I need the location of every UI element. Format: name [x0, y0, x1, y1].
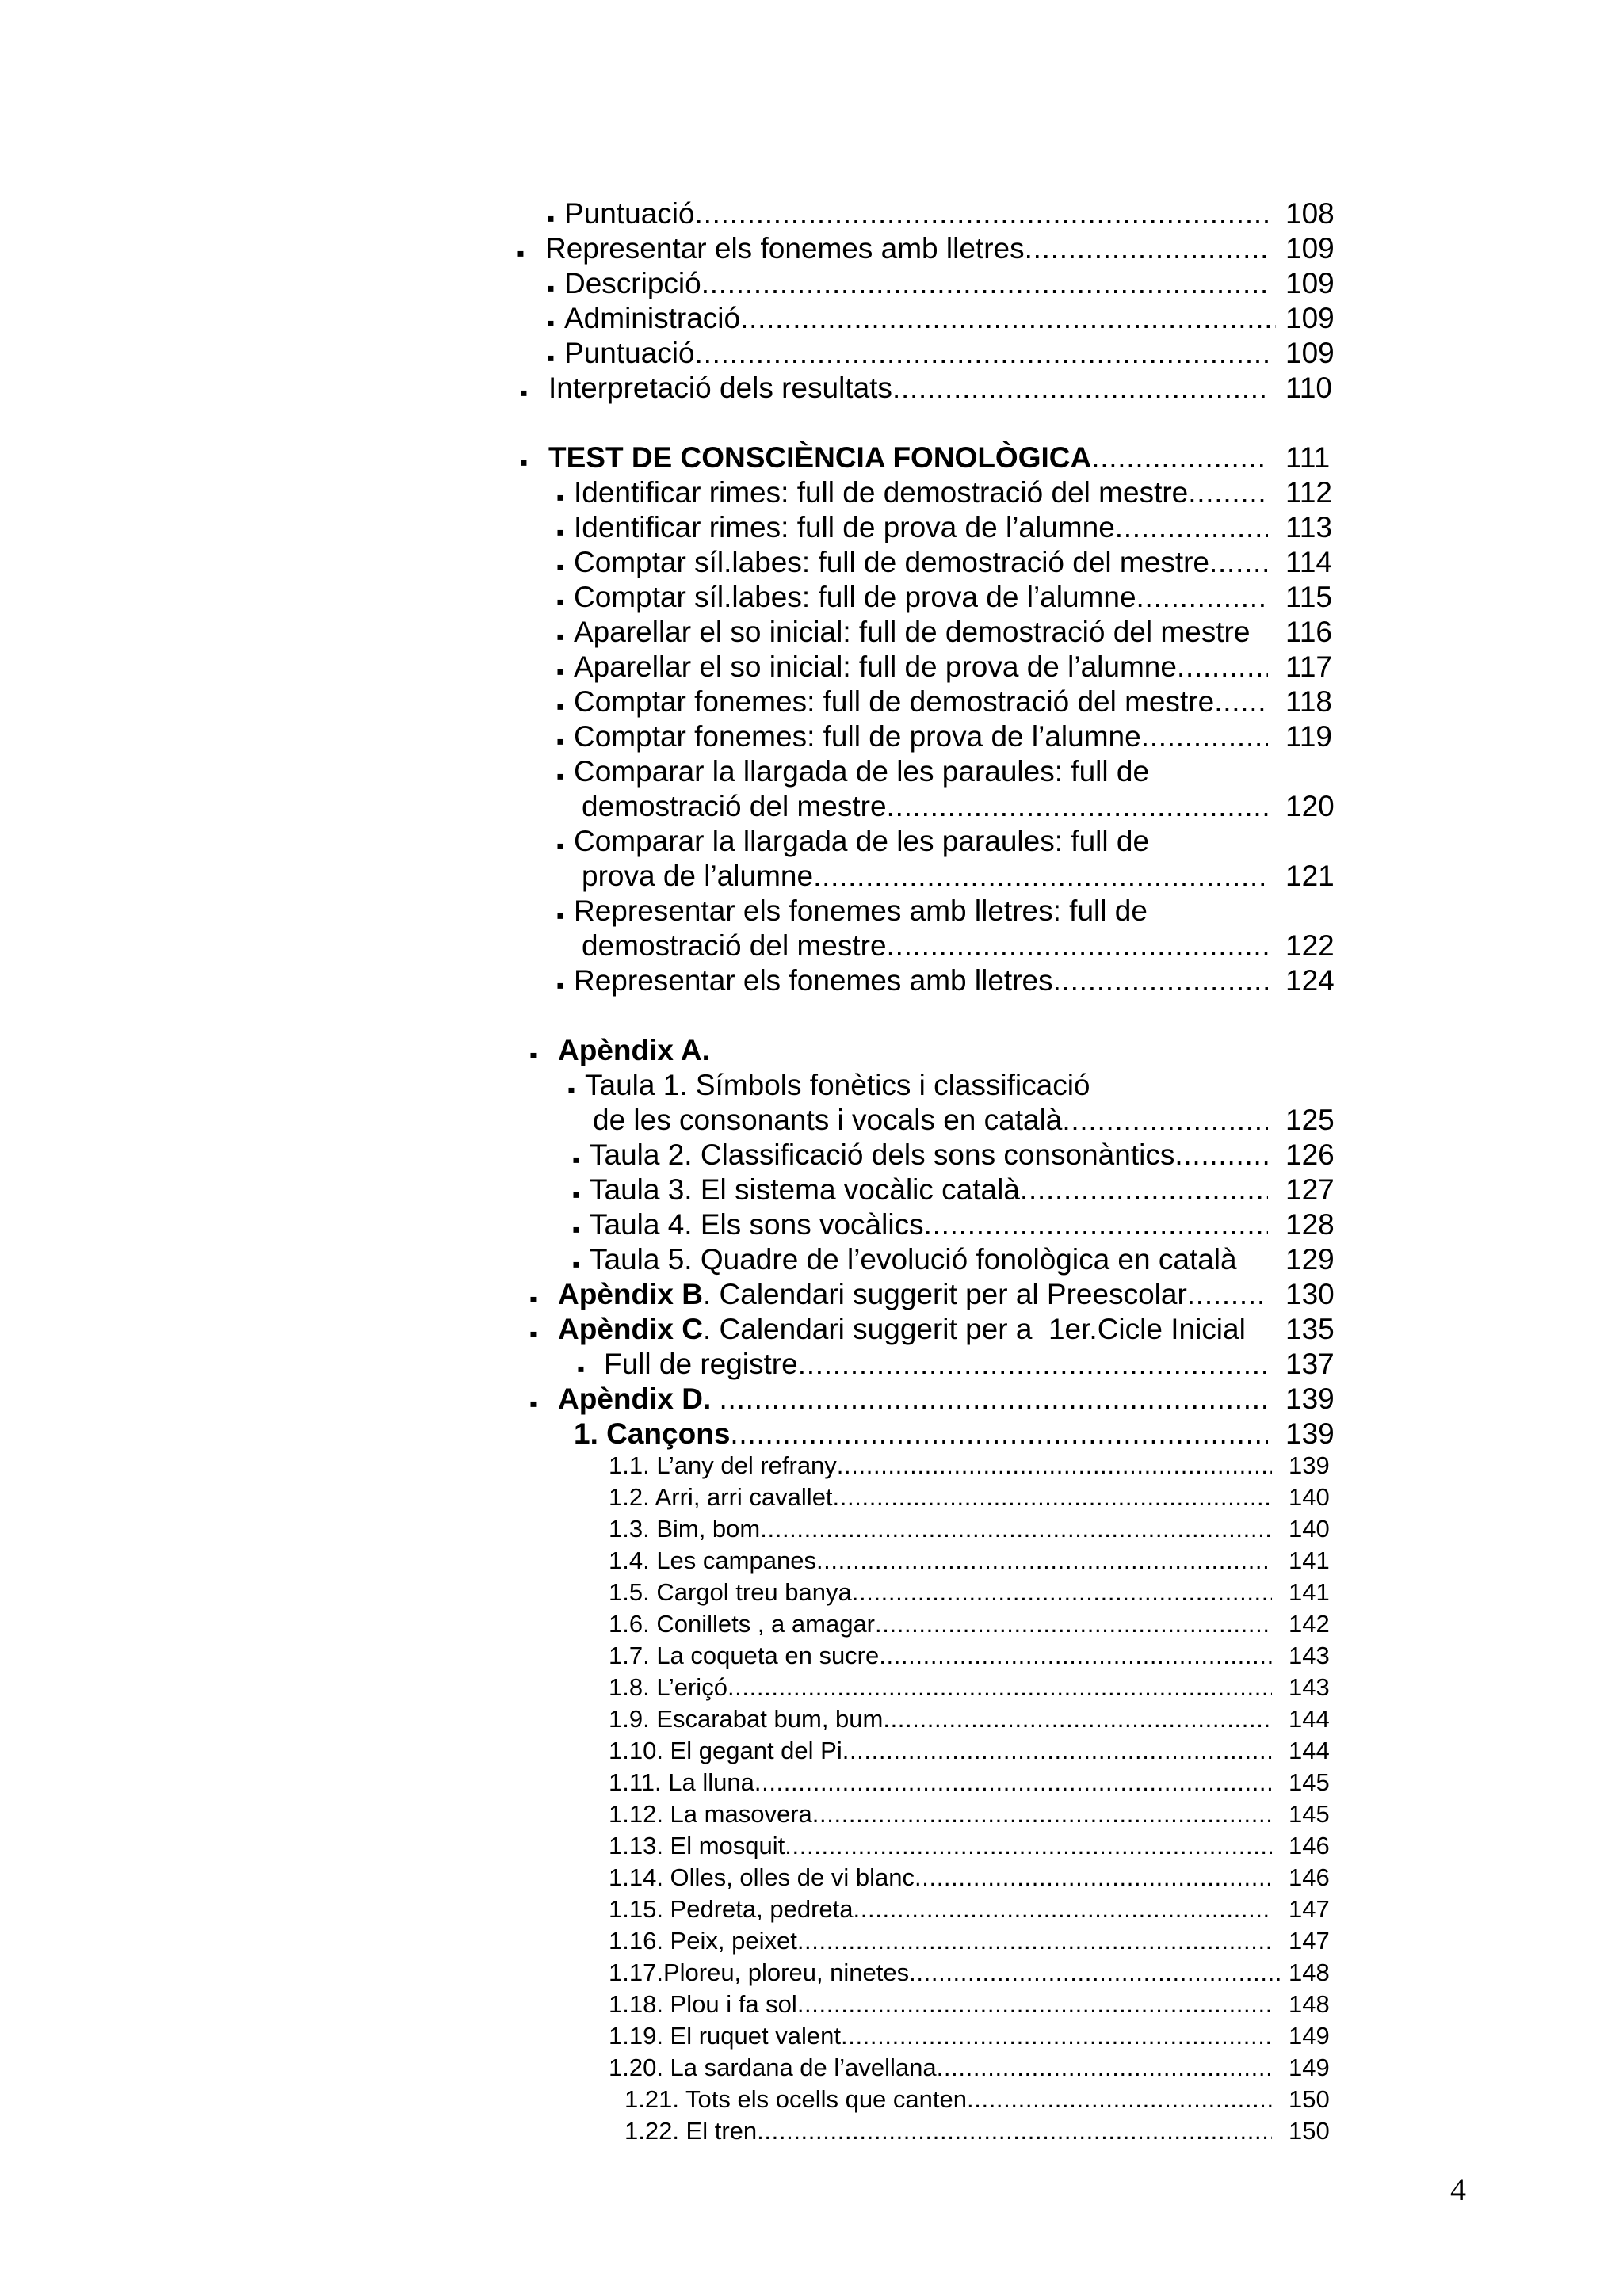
toc-entry-page: 140 — [1289, 1515, 1330, 1543]
toc-entry-bold-prefix: Apèndix C — [558, 1313, 703, 1345]
toc-entry-page: 146 — [1289, 1832, 1330, 1859]
toc-entry-title — [582, 859, 1268, 894]
toc-entry-title — [609, 1482, 1272, 1513]
toc-entry-title — [574, 963, 1268, 998]
toc-entry-title — [558, 1312, 1276, 1347]
bullet-icon: ▪ — [556, 694, 564, 719]
toc-entry-text: 1.22. El tren — [624, 2117, 758, 2145]
toc-entry-title — [609, 1640, 1272, 1672]
toc-entry-page: 129 — [1285, 1243, 1335, 1276]
bullet-icon: ▪ — [547, 206, 555, 231]
toc-entry-text: 1.8. L’eriçó — [609, 1673, 727, 1701]
toc-entry-text: Apèndix D. — [558, 1383, 720, 1415]
toc-entry-text: 1.10. El gegant del Pi — [609, 1737, 842, 1764]
bullet-icon: ▪ — [529, 1043, 537, 1067]
toc-entry-page: 109 — [1285, 337, 1335, 369]
page-number: 4 — [1450, 2172, 1466, 2207]
bullet-icon: ▪ — [556, 833, 564, 858]
toc-entry-page: 108 — [1285, 197, 1335, 230]
toc-entry-page: 137 — [1285, 1348, 1335, 1380]
toc-entry-text: Representar els fonemes amb lletres — [574, 964, 1053, 997]
dot-leader — [1091, 441, 1268, 475]
toc-entry-text: 1.3. Bim, bom — [609, 1515, 761, 1543]
toc-entry-title — [590, 1242, 1268, 1277]
toc-entry-text: 1.15. Pedreta, pedreta — [609, 1895, 854, 1923]
toc-entry-text: 1.17.Ploreu, ploreu, ninetes — [609, 1958, 910, 1986]
toc-entry-text: demostració del mestre — [582, 790, 887, 822]
bullet-icon: ▪ — [556, 555, 564, 579]
dot-leader — [730, 1417, 1268, 1451]
bullet-icon: ▪ — [572, 1147, 580, 1172]
dot-leader — [937, 2052, 1272, 2084]
bullet-icon: ▪ — [556, 624, 564, 649]
toc-entry-page: 120 — [1285, 790, 1335, 822]
toc-entry-page: 148 — [1289, 1958, 1330, 1986]
toc-entry-title — [609, 1608, 1272, 1640]
toc-entry-page: 127 — [1285, 1173, 1335, 1206]
toc-entry-title — [609, 1672, 1272, 1703]
toc-entry-text: Taula 3. El sistema vocàlic català — [590, 1173, 1020, 1206]
toc-entry-title — [609, 1989, 1272, 2020]
toc-entry-page: 128 — [1285, 1208, 1335, 1241]
toc-entry-page: 145 — [1289, 1800, 1330, 1828]
dot-leader — [837, 1450, 1272, 1482]
toc-entry-page: 116 — [1285, 616, 1332, 648]
toc-entry-title — [609, 1735, 1272, 1767]
toc-entry-title — [574, 894, 1268, 929]
toc-entry-text: . Calendari suggerit per al Preescolar — [702, 1278, 1187, 1310]
toc-entry-text: 1.20. La sardana de l’avellana — [609, 2054, 937, 2081]
toc-entry-title — [574, 510, 1268, 545]
toc-entry-text: 1.19. El ruquet valent — [609, 2022, 841, 2050]
dot-leader — [1177, 650, 1268, 685]
toc-entry-page: 145 — [1289, 1768, 1330, 1796]
toc-entry-page: 111 — [1285, 441, 1331, 474]
toc-entry-page: 139 — [1289, 1451, 1330, 1479]
dot-leader — [887, 929, 1268, 963]
dot-leader — [1053, 963, 1268, 998]
dot-leader — [1115, 510, 1268, 545]
dot-leader — [841, 2020, 1272, 2052]
dot-leader — [915, 1862, 1272, 1894]
toc-entry-page: 139 — [1285, 1383, 1335, 1415]
toc-entry-page: 125 — [1285, 1104, 1335, 1136]
toc-entry-text: Puntuació — [564, 337, 695, 369]
dot-leader — [892, 371, 1268, 406]
bullet-icon: ▪ — [556, 589, 564, 614]
toc-entry-text: prova de l’alumne — [582, 860, 814, 892]
toc-entry-text: . Calendari suggerit per a 1er.Cicle Inicial — [702, 1313, 1246, 1345]
toc-entry-title — [545, 231, 1268, 266]
toc-entry-title — [609, 1862, 1272, 1894]
toc-entry-page: 144 — [1289, 1705, 1330, 1733]
toc-entry-text: 1.21. Tots els ocells que canten — [624, 2085, 967, 2113]
toc-entry-title — [609, 1894, 1272, 1925]
toc-entry-text: Comptar síl.labes: full de demostració del mestre — [574, 546, 1210, 578]
dot-leader — [1141, 719, 1268, 754]
dot-leader — [1188, 475, 1268, 510]
toc-entry-page: 115 — [1285, 581, 1332, 613]
toc-entry-title — [609, 1830, 1272, 1862]
toc-entry-page: 140 — [1289, 1483, 1330, 1511]
toc-entry-page: 109 — [1285, 267, 1335, 299]
toc-entry-page: 143 — [1289, 1673, 1330, 1701]
dot-leader — [1020, 1173, 1268, 1207]
toc-entry-title — [609, 1703, 1272, 1735]
toc-entry-title — [564, 301, 1276, 336]
dot-leader — [1062, 1103, 1268, 1138]
toc-entry-title — [564, 336, 1268, 371]
toc-entry-text: Aparellar el so inicial: full de prova de l’alumne — [574, 650, 1177, 683]
bullet-icon: ▪ — [556, 485, 564, 509]
dot-leader — [760, 1513, 1272, 1545]
toc-entry-title — [564, 266, 1268, 301]
toc-entry-page: 117 — [1285, 650, 1332, 683]
toc-entry-title — [582, 929, 1268, 963]
toc-entry-title — [609, 2020, 1272, 2052]
dot-leader — [924, 1207, 1268, 1242]
toc-entry-title — [574, 824, 1268, 859]
toc-entry-text: Apèndix A. — [558, 1034, 710, 1066]
toc-entry-text: 1. Cançons — [574, 1417, 731, 1450]
toc-entry-page: 119 — [1285, 720, 1332, 753]
bullet-icon: ▪ — [520, 380, 528, 405]
dot-leader — [1136, 580, 1268, 615]
toc-entry-page: 113 — [1285, 511, 1332, 543]
bullet-icon: ▪ — [517, 241, 525, 265]
toc-entry-title — [564, 196, 1268, 231]
toc-entry-text: Taula 1. Símbols fonètics i classificació — [585, 1069, 1090, 1101]
toc-entry-page: 135 — [1285, 1313, 1335, 1345]
toc-entry-text: demostració del mestre — [582, 929, 887, 962]
toc-entry-title — [558, 1033, 1268, 1068]
toc-entry-title — [558, 1382, 1268, 1417]
dot-leader — [727, 1672, 1272, 1703]
dot-leader — [740, 301, 1276, 336]
toc-entry-title — [548, 371, 1268, 406]
dot-leader — [909, 1957, 1280, 1989]
toc-entry-text: Comptar fonemes: full de prova de l’alumne — [574, 720, 1141, 753]
toc-entry-text: Taula 5. Quadre de l’evolució fonològica en català — [590, 1243, 1237, 1276]
bullet-icon: ▪ — [556, 520, 564, 544]
dot-leader — [797, 1925, 1272, 1957]
dot-leader — [816, 1545, 1272, 1577]
toc-entry-text: 1.6. Conillets , a amagar — [609, 1610, 876, 1638]
toc-entry-title — [624, 2084, 1272, 2115]
dot-leader — [797, 1989, 1272, 2020]
toc-entry-title — [574, 580, 1268, 615]
toc-entry-title — [590, 1138, 1268, 1173]
dot-leader — [701, 266, 1268, 301]
toc-entry-title — [574, 719, 1268, 754]
bullet-icon: ▪ — [529, 1287, 537, 1311]
bullet-icon: ▪ — [572, 1217, 580, 1241]
dot-leader — [695, 336, 1268, 371]
toc-entry-text: Puntuació — [564, 197, 695, 230]
toc-entry-text: 1.16. Peix, peixet — [609, 1927, 797, 1955]
toc-entry-text: 1.9. Escarabat bum, bum — [609, 1705, 884, 1733]
toc-entry-title — [609, 1577, 1272, 1608]
dot-leader — [813, 859, 1268, 894]
bullet-icon: ▪ — [567, 1077, 575, 1102]
toc-entry-text: Representar els fonemes amb lletres: full de — [574, 894, 1148, 927]
bullet-icon: ▪ — [529, 1322, 537, 1346]
bullet-icon: ▪ — [556, 764, 564, 788]
toc-entry-text: Interpretació dels resultats — [548, 372, 892, 404]
toc-entry-title — [593, 1103, 1268, 1138]
toc-entry-text: TEST DE CONSCIÈNCIA FONOLÒGICA — [548, 441, 1092, 474]
toc-entry-page: 121 — [1285, 860, 1335, 892]
toc-entry-text: de les consonants i vocals en català — [593, 1104, 1063, 1136]
toc-entry-page: 141 — [1289, 1578, 1330, 1606]
toc-entry-page: 150 — [1289, 2085, 1330, 2113]
toc-entry-title — [609, 2052, 1272, 2084]
toc-entry-page: 114 — [1285, 546, 1332, 578]
dot-leader — [812, 1798, 1272, 1830]
toc-entry-title — [590, 1173, 1268, 1207]
dot-leader — [1025, 231, 1268, 266]
dot-leader — [883, 1703, 1272, 1735]
toc-entry-page: 143 — [1289, 1642, 1330, 1669]
toc-entry-text: Full de registre — [604, 1348, 798, 1380]
toc-entry-page: 118 — [1285, 685, 1332, 718]
toc-entry-text: Taula 4. Els sons vocàlics — [590, 1208, 924, 1241]
toc-entry-text: Comparar la llargada de les paraules: full de — [574, 755, 1150, 788]
toc-entry-page: 149 — [1289, 2054, 1330, 2081]
toc-entry-title — [585, 1068, 1268, 1103]
toc-entry-text: Identificar rimes: full de demostració del mestre — [574, 476, 1189, 509]
bullet-icon: ▪ — [547, 311, 555, 335]
dot-leader — [833, 1482, 1272, 1513]
dot-leader — [887, 789, 1268, 824]
toc-entry-page: 149 — [1289, 2022, 1330, 2050]
toc-entry-text: 1.7. La coqueta en sucre — [609, 1642, 880, 1669]
toc-entry-text: Descripció — [564, 267, 701, 299]
toc-entry-text: 1.5. Cargol treu banya — [609, 1578, 852, 1606]
toc-entry-page: 122 — [1285, 929, 1335, 962]
toc-entry-title — [574, 754, 1268, 789]
toc-entry-page: 144 — [1289, 1737, 1330, 1764]
toc-entry-title — [609, 1513, 1272, 1545]
toc-entry-page: 141 — [1289, 1547, 1330, 1574]
toc-entry-title — [609, 1767, 1272, 1798]
toc-entry-text: 1.4. Les campanes — [609, 1547, 816, 1574]
dot-leader — [854, 1894, 1272, 1925]
toc-entry-text: 1.14. Olles, olles de vi blanc — [609, 1863, 915, 1891]
toc-entry-title — [574, 475, 1268, 510]
toc-entry-title — [609, 1545, 1272, 1577]
dot-leader — [1187, 1277, 1268, 1312]
toc-entry-text: 1.1. L’any del refrany — [609, 1451, 837, 1479]
toc-entry-page: 147 — [1289, 1927, 1330, 1955]
toc-entry-text: 1.2. Arri, arri cavallet — [609, 1483, 833, 1511]
toc-entry-page: 148 — [1289, 1990, 1330, 2018]
toc-entry-text: Representar els fonemes amb lletres — [545, 232, 1025, 265]
dot-leader — [757, 2115, 1272, 2147]
toc-entry-page: 109 — [1285, 302, 1335, 334]
toc-entry-page: 139 — [1285, 1417, 1335, 1450]
toc-entry-page: 110 — [1285, 372, 1332, 404]
toc-entry-page: 109 — [1285, 232, 1335, 265]
bullet-icon: ▪ — [572, 1252, 580, 1276]
toc-entry-page: 112 — [1285, 476, 1332, 509]
toc-entry-title — [609, 1798, 1272, 1830]
bullet-icon: ▪ — [556, 729, 564, 753]
toc-entry-text: Comptar síl.labes: full de prova de l’alumne — [574, 581, 1136, 613]
dot-leader — [720, 1382, 1268, 1417]
toc-entry-page: 147 — [1289, 1895, 1330, 1923]
toc-entry-title — [574, 545, 1268, 580]
toc-entry-text: Taula 2. Classificació dels sons consonàntics — [590, 1138, 1175, 1171]
toc-entry-title — [574, 685, 1268, 719]
toc-entry-title — [590, 1207, 1268, 1242]
dot-leader — [1214, 685, 1268, 719]
toc-entry-page: 130 — [1285, 1278, 1335, 1310]
toc-entry-title — [548, 441, 1268, 475]
toc-entry-title — [574, 615, 1277, 650]
dot-leader — [1174, 1138, 1268, 1173]
dot-leader — [852, 1577, 1272, 1608]
toc-entry-title — [574, 1417, 1268, 1451]
toc-entry-page: 146 — [1289, 1863, 1330, 1891]
toc-entry-text: Aparellar el so inicial: full de demostració del mestre — [574, 616, 1251, 648]
dot-leader — [785, 1830, 1272, 1862]
toc-entry-text: 1.12. La masovera — [609, 1800, 812, 1828]
toc-entry-page: 142 — [1289, 1610, 1330, 1638]
bullet-icon: ▪ — [529, 1391, 537, 1416]
dot-leader — [754, 1767, 1272, 1798]
toc-entry-title — [609, 1450, 1272, 1482]
toc-entry-text: 1.13. El mosquit — [609, 1832, 785, 1859]
toc-entry-text: Identificar rimes: full de prova de l’alumne — [574, 511, 1115, 543]
dot-leader — [798, 1347, 1268, 1382]
bullet-icon: ▪ — [520, 450, 528, 475]
toc-entry-title — [604, 1347, 1268, 1382]
toc-entry-text: 1.18. Plou i fa sol — [609, 1990, 797, 2018]
toc-entry-page: 126 — [1285, 1138, 1335, 1171]
toc-entry-text: Administració — [564, 302, 741, 334]
dot-leader — [879, 1640, 1272, 1672]
toc-entry-title — [609, 1957, 1280, 1989]
dot-leader — [967, 2084, 1272, 2115]
bullet-icon: ▪ — [556, 973, 564, 997]
toc-entry-text: 1.11. La lluna — [609, 1768, 754, 1796]
toc-entry-text: Comparar la llargada de les paraules: full de — [574, 825, 1150, 857]
toc-entry-title — [582, 789, 1268, 824]
toc-entry-page: 150 — [1289, 2117, 1330, 2145]
toc-entry-title — [609, 1925, 1272, 1957]
dot-leader — [695, 196, 1268, 231]
bullet-icon: ▪ — [547, 276, 555, 300]
bullet-icon: ▪ — [556, 659, 564, 684]
bullet-icon: ▪ — [572, 1182, 580, 1207]
toc-entry-page: 124 — [1285, 964, 1335, 997]
toc-entry-title — [574, 650, 1268, 685]
dot-leader — [1209, 545, 1268, 580]
bullet-icon: ▪ — [547, 345, 555, 370]
toc-entry-title — [558, 1277, 1268, 1312]
toc-entry-bold-prefix: Apèndix B — [558, 1278, 703, 1310]
dot-leader — [842, 1735, 1272, 1767]
toc-entry-text: Comptar fonemes: full de demostració del mestre — [574, 685, 1215, 718]
dot-leader — [875, 1608, 1272, 1640]
bullet-icon: ▪ — [556, 903, 564, 928]
bullet-icon: ▪ — [577, 1356, 585, 1381]
toc-entry-title — [624, 2115, 1272, 2147]
